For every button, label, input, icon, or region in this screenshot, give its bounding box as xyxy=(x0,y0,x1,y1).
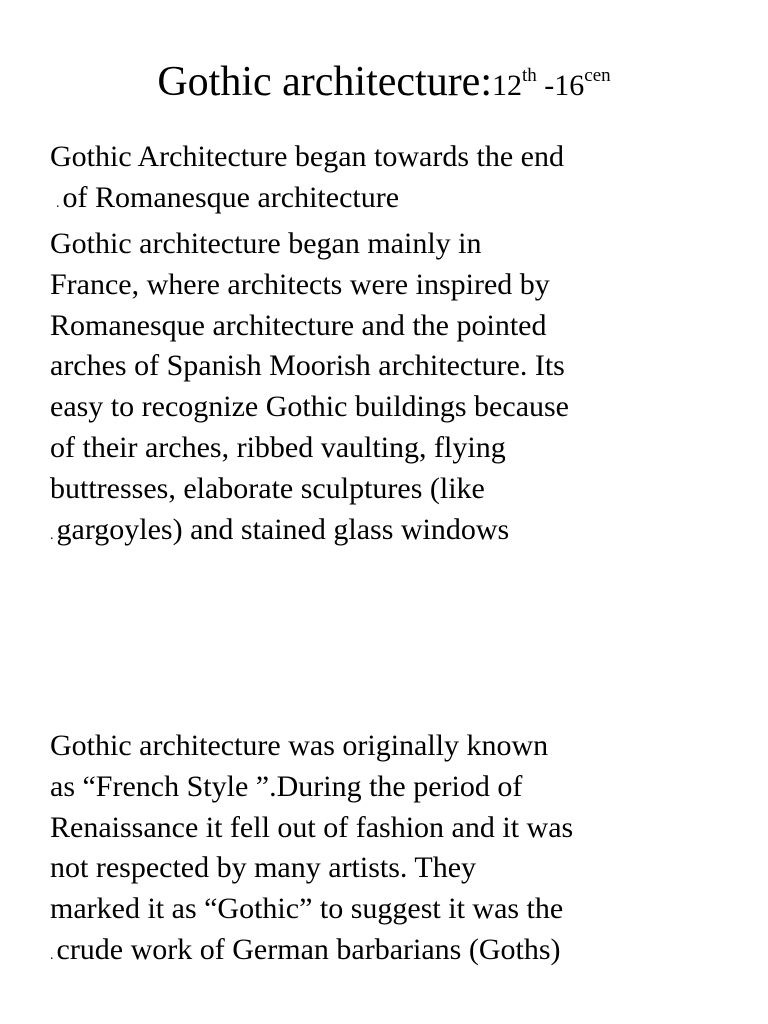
paragraph-line: Gothic Architecture began towards the end xyxy=(50,140,564,173)
paragraph-line: . gargoyles) and stained glass windows xyxy=(50,512,510,546)
leading-dot: . xyxy=(50,947,54,963)
paragraph-france xyxy=(50,224,740,556)
paragraph-line: . crude work of German barbarians (Goths) xyxy=(50,932,561,966)
paragraph-line: France, where architects were inspired by xyxy=(50,267,550,301)
paragraph-line: marked it as “Gothic” to suggest it was the xyxy=(50,892,564,926)
paragraph-line: Gothic architecture began mainly in xyxy=(50,227,482,260)
paragraph-line: not respected by many artists. They xyxy=(50,851,477,885)
title-end-suffix: cen xyxy=(584,65,611,86)
paragraph-line: . of Romanesque architecture xyxy=(56,180,400,214)
paragraph-line: arches of Spanish Moorish architecture. Its xyxy=(50,349,565,383)
paragraph-line: Romanesque architecture and the pointed xyxy=(50,308,547,342)
paragraph-line: buttresses, elaborate sculptures (like xyxy=(50,471,485,505)
paragraph-origin xyxy=(50,137,740,225)
paragraph-line: Gothic architecture was originally known xyxy=(50,729,549,762)
title-start-suffix: th xyxy=(522,65,537,86)
paragraph-line: as “French Style ”.During the period of xyxy=(50,769,523,803)
title-separator: - xyxy=(536,69,555,102)
slide-title xyxy=(0,52,768,116)
paragraph-french-style xyxy=(50,726,740,977)
paragraph-line: Renaissance it fell out of fashion and it was xyxy=(50,810,574,844)
leading-dot: . xyxy=(56,195,60,211)
paragraph-line: of their arches, ribbed vaulting, flying xyxy=(50,430,506,464)
title-start-century: 12 xyxy=(492,69,522,102)
leading-dot: . xyxy=(50,527,54,543)
title-end-century: 16 xyxy=(554,69,585,102)
paragraph-line: easy to recognize Gothic buildings because xyxy=(50,390,569,424)
title-text: Gothic architecture: xyxy=(157,59,492,105)
